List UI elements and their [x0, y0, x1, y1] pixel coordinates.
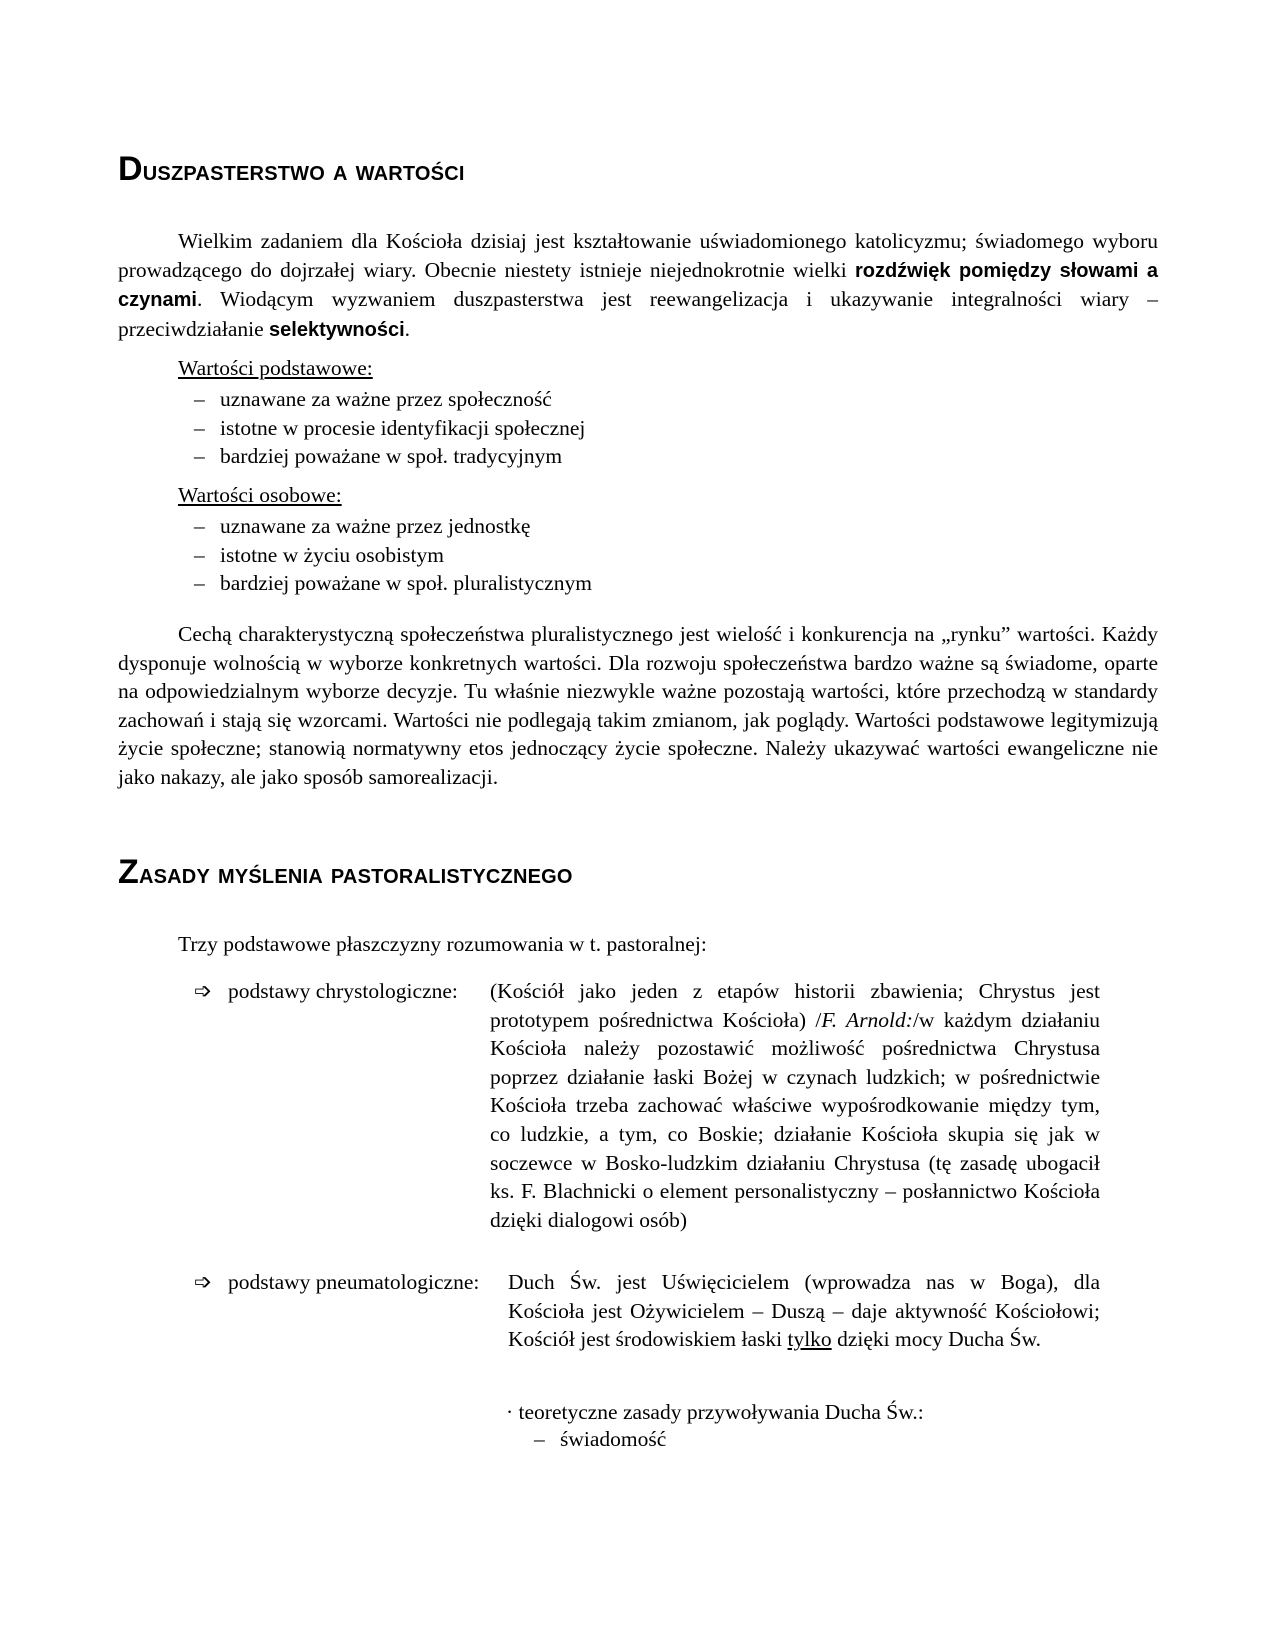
pneumatological-item — [194, 1268, 1158, 1354]
theoretical-principles-label: · teoretyczne zasady przywoływania Ducha Św.: — [506, 1400, 924, 1424]
list-item-text: bardziej poważane w społ. pluralistycznym — [220, 571, 592, 596]
intro-bold-2: selektywności — [269, 318, 405, 341]
heading-text: uszpasterstwo a wartości — [142, 155, 465, 186]
intro-paragraph — [118, 227, 1158, 344]
list-item-text: uznawane za ważne przez społeczność — [220, 387, 552, 411]
list-item — [194, 512, 592, 541]
list-item-text: istotne w życiu osobistym — [220, 542, 444, 567]
description-underlined: tylko — [787, 1327, 832, 1352]
list-item — [194, 442, 585, 471]
description-text-2: dzięki mocy Ducha Św. — [831, 1327, 1042, 1352]
dash-bullet: – — [194, 514, 205, 538]
basic-values-label: Wartości podstawowe: — [178, 356, 373, 380]
personal-values-label: Wartości osobowe: — [178, 483, 342, 507]
heading-text: asady myślenia pastoralistycznego — [138, 858, 573, 889]
heading-initial: Z — [118, 853, 139, 891]
description-italic: F. Arnold: — [821, 1007, 913, 1032]
intro-text-2: . Wiodącym wyzwaniem duszpasterstwa jest reewangelizacja i ukazywanie integralności wiary – przeciwdziałanie — [118, 287, 1158, 341]
chrystological-term: podstawy chrystologiczne: — [228, 979, 458, 1003]
chrystological-description — [490, 977, 1100, 1234]
list-item-text: bardziej poważane w społ. tradycyjnym — [220, 444, 563, 469]
three-planes-intro: Trzy podstawowe płaszczyzny rozumowania w t. pastoralnej: — [178, 932, 707, 956]
pneumatological-description — [508, 1268, 1100, 1354]
list-item — [194, 569, 592, 598]
list-item — [194, 414, 585, 443]
intro-bold-1: rozdźwięk pomiędzy słowami a czynami — [118, 259, 1158, 312]
arrow-right-icon: ➩ — [194, 979, 213, 1003]
list-item — [194, 385, 585, 414]
pluralism-paragraph: Cechą charakterystyczną społeczeństwa pluralistycznego jest wielość i konkurencja na „rynku” wartości. Każdy dysponuje wolnością w wyborze konkretnych wartości. Dla rozwoju społeczeństwa bardzo ważne są świadome, oparte na odpowiedzialnym wyborze decyzje. Tu właśnie niezwykle ważne pozostają wartości, które przechodzą w standardy zachowań i stają się wzorcami. Wartości nie podlegają takim zmianom, jak poglądy. Wartości podstawowe legitymizują życie społeczne; stanowią normatywny etos jednoczący życie społeczne. Należy ukazywać wartości ewangeliczne nie jako nakazy, ale jako sposób samorealizacji. — [118, 622, 1158, 789]
list-item-text: istotne w procesie identyfikacji społecznej — [220, 415, 586, 440]
intro-text-1: Wielkim zadaniem dla Kościoła dzisiaj jest kształtowanie uświadomionego katolicyzmu; świadomego wyboru prowadzącego do dojrzałej wiary. Obecnie niestety istnieje niejednokrotnie wielki — [118, 229, 1158, 282]
basic-values-list — [194, 385, 585, 471]
intro-text-3: . — [404, 316, 411, 341]
description-text-1: (Kościół jako jeden z etapów historii zbawienia; Chrystus jest prototypem pośrednictwa Kościoła) / — [490, 979, 1100, 1032]
section-heading-zasady — [118, 853, 573, 891]
list-item-text: świadomość — [560, 1427, 667, 1451]
list-item — [194, 541, 592, 570]
description-text-1: Duch Św. jest Uświęcicielem (wprowadza nas w Boga), dla Kościoła jest Ożywicielem – Duszą – daje aktywność Kościołowi; Kościół jest środowiskiem łaski — [508, 1270, 1100, 1352]
dash-bullet: – — [194, 542, 205, 567]
dash-bullet: – — [194, 571, 205, 596]
dash-bullet: – — [194, 387, 205, 411]
personal-values-list — [194, 512, 592, 598]
arrow-right-icon: ➩ — [194, 1270, 213, 1294]
dash-bullet: – — [534, 1427, 545, 1451]
list-item-text: uznawane za ważne przez jednostkę — [220, 514, 531, 538]
chrystological-item — [194, 977, 1158, 1234]
theoretical-principles-item — [534, 1425, 666, 1454]
section-heading-duszpasterstwo — [118, 150, 465, 188]
dash-bullet: – — [194, 415, 205, 440]
pneumatological-term: podstawy pneumatologiczne: — [228, 1270, 480, 1294]
heading-initial: D — [118, 150, 143, 188]
dash-bullet: – — [194, 444, 205, 469]
description-text-2: /w każdym działaniu Kościoła należy pozostawić możliwość pośrednictwa Chrystusa poprzez działanie łaski Bożej w czynach ludzkich; w pośrednictwie Kościoła trzeba zachować właściwe wypośrodkowanie między tym, co ludzkie, a tym, co Boskie; działanie Kościoła skupia się jak w soczewce w Bosko-ludzkim działaniu Chrystusa (tę zasadę ubogacił ks. F. Blachnicki o element personalistyczny – posłannictwo Kościoła dzięki dialogowi osób) — [490, 1007, 1101, 1232]
